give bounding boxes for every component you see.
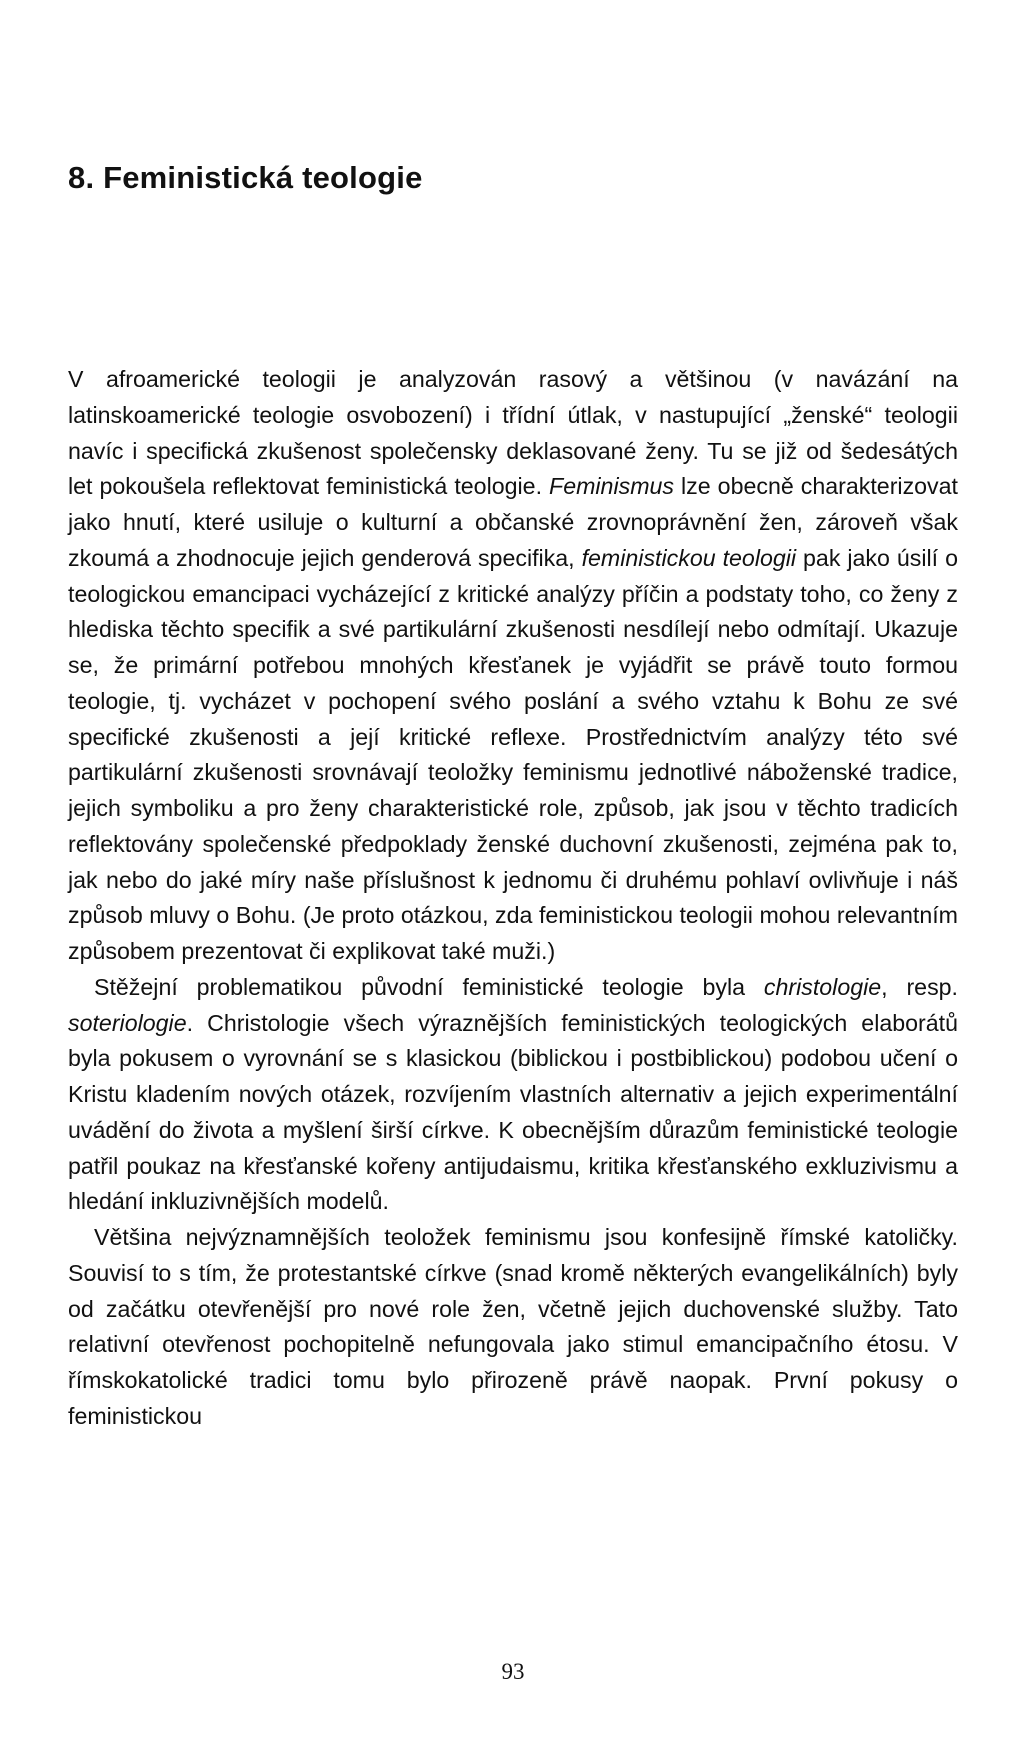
body-text xyxy=(68,362,958,1435)
text-run: . Christologie všech výraznějších feministických teologických elaborátů byla pokusem o vyrovnání se s klasickou (biblickou i postbiblickou) podobou učení o Kristu kladením nových otázek, rozvíjením vlastních alternativ a jejich experimentální uvádění do života a myšlení širší církve. K obecnějším důrazům feministické teologie patřil poukaz na křesťanské kořeny antijudaismu, kritika křesťanského exkluzivismu a hledání inkluzivnějších modelů. xyxy=(68,1009,958,1215)
book-page xyxy=(68,0,958,1753)
text-run: Stěžejní problematikou původní feministické teologie byla xyxy=(94,973,764,1000)
emphasis-feministickou-teologii: feministickou teologii xyxy=(581,544,797,571)
paragraph xyxy=(68,362,958,970)
text-run: V afroamerické teologii je analyzován rasový a většinou (v navázání na latinskoamerické teologie osvobození) i třídní útlak, v nastupující „ženské“ teologii navíc i specifická zkušenost společensky deklasované ženy. Tu se již od šedesátých let pokoušela reflektovat feministická teologie. xyxy=(68,366,958,500)
paragraph xyxy=(68,1220,958,1435)
emphasis-christologie: christologie xyxy=(763,973,882,1000)
text-run: , resp. xyxy=(881,973,959,1000)
chapter-title: 8. Feministická teologie xyxy=(68,160,423,195)
text-run: pak jako úsilí o teologickou emancipaci vycházející z kritické analýzy příčin a podstaty toho, co ženy z hlediska těchto specifik a své partikulární zkušenosti nesdílejí nebo odmítají. Ukazuje se, že primární potřebou mnohých křesťanek je vyjádřit se právě touto formou teologie, tj. vycházet v pochopení svého poslání a svého vztahu k Bohu ze své specifické zkušenosti a její kritické reflexe. Prostřednictvím analýzy této své partikulární zkušenosti srovnávají teoložky feminismu jednotlivé náboženské tradice, jejich symboliku a pro ženy charakteristické role, způsob, jak jsou v těchto tradicích reflektovány společenské předpoklady ženské duchovní zkušenosti, zejména pak to, jak nebo do jaké míry naše příslušnost k jednomu či druhému pohlaví ovlivňuje i náš způsob mluvy o Bohu. (Je proto otázkou, zda feministickou teologii mohou relevantním způsobem prezentovat či explikovat také muži.) xyxy=(68,544,958,964)
paragraph xyxy=(68,970,958,1220)
emphasis-feminismus: Feminismus xyxy=(549,473,675,500)
emphasis-soteriologie: soteriologie xyxy=(68,1009,187,1036)
text-run: lze obecně charakterizovat jako hnutí, které usiluje o kulturní a občanské zrovnoprávnění žen, zároveň však zkoumá a zhodnocuje jejich genderová specifika, xyxy=(68,473,958,571)
text-run: Většina nejvýznamnějších teoložek feminismu jsou konfesijně římské katoličky. Souvisí to s tím, že protestantské církve (snad kromě některých evangelikálních) byly od začátku otevřenější pro nové role žen, včetně jejich duchovenské služby. Tato relativní otevřenost pochopitelně nefungovala jako stimul emancipačního étosu. V římskokatolické tradici tomu bylo přirozeně právě naopak. První pokusy o feministickou xyxy=(68,1224,958,1429)
page-number: 93 xyxy=(501,1659,525,1684)
